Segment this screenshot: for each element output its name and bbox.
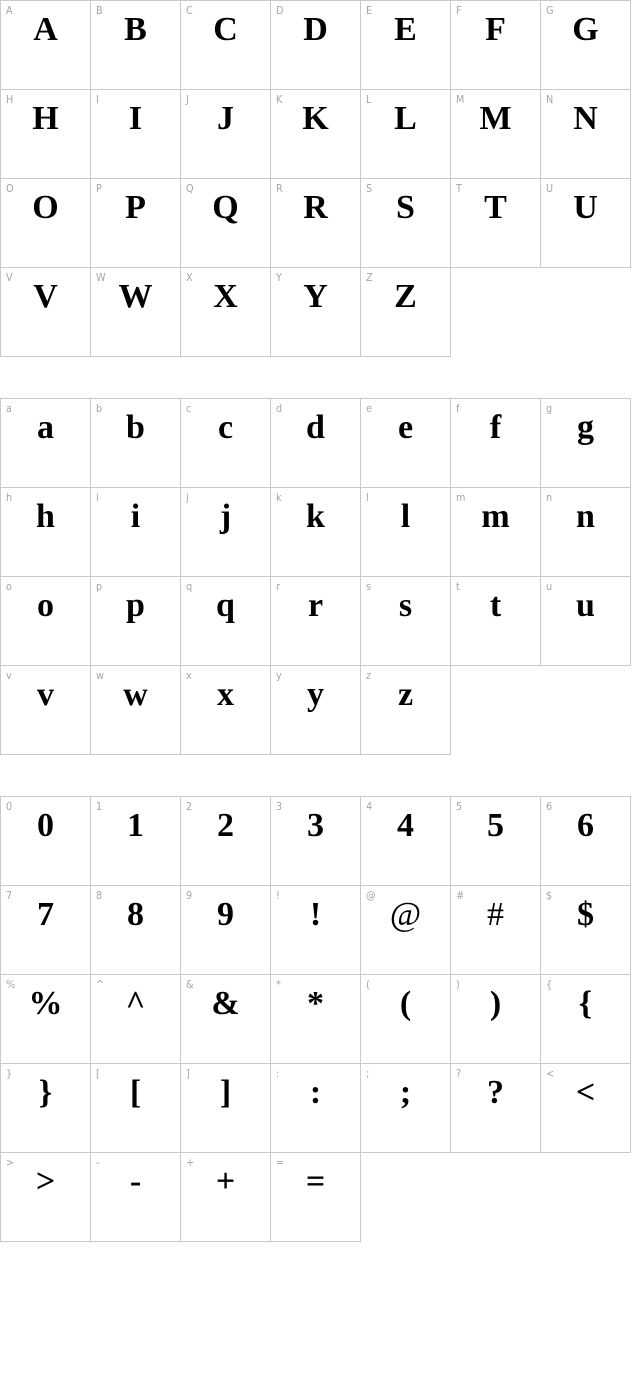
glyph-sample: !: [309, 896, 322, 933]
glyph-sample: #: [487, 896, 504, 933]
glyph-sample: ^: [125, 985, 146, 1022]
glyph-sample: z: [397, 676, 414, 713]
glyph-sample: <: [575, 1074, 596, 1111]
glyph-name-label: 6: [546, 800, 553, 813]
glyph-sample: 7: [37, 896, 54, 933]
glyph-sample: 9: [217, 896, 234, 933]
glyph-cell: [270, 267, 361, 357]
glyph-sample: }: [38, 1074, 53, 1111]
glyph-cell: [180, 885, 271, 975]
glyph-name-label: T: [456, 182, 462, 195]
glyph-cell: [180, 665, 271, 755]
glyph-name-label: 0: [6, 800, 13, 813]
glyph-name-label: g: [546, 402, 553, 415]
glyph-name-label: 1: [96, 800, 103, 813]
glyph-cell: [180, 796, 271, 886]
glyph-sample: ;: [399, 1074, 412, 1111]
glyph-cell: [180, 487, 271, 577]
glyph-cell: [270, 576, 361, 666]
glyph-name-label: Q: [186, 182, 194, 195]
glyph-name-label: #: [456, 889, 465, 902]
glyph-name-label: >: [6, 1156, 15, 1169]
glyph-name-label: H: [6, 93, 14, 106]
glyph-name-label: k: [276, 491, 282, 504]
glyph-sample: r: [307, 587, 324, 624]
glyph-sample: (: [399, 985, 412, 1022]
glyph-row: [0, 398, 640, 488]
glyph-row: [0, 0, 640, 90]
glyph-cell: [90, 178, 181, 268]
glyph-cell: [450, 487, 541, 577]
glyph-sample: b: [126, 409, 145, 446]
glyph-cell: [0, 576, 91, 666]
glyph-cell: [0, 89, 91, 179]
glyph-cell: [360, 885, 451, 975]
glyph-cell: [360, 0, 451, 90]
glyph-cell: [0, 398, 91, 488]
glyph-sample: c: [217, 409, 234, 446]
glyph-row: [0, 89, 640, 179]
glyph-name-label: ^: [96, 978, 105, 991]
glyph-sample: C: [213, 11, 238, 48]
glyph-cell: [0, 1063, 91, 1153]
glyph-sample: {: [578, 985, 593, 1022]
glyph-sample: W: [118, 278, 153, 315]
glyph-name-label: a: [6, 402, 12, 415]
glyph-cell: [450, 1063, 541, 1153]
glyph-cell: [450, 178, 541, 268]
glyph-row: [0, 267, 640, 357]
glyph-name-label: %: [6, 978, 16, 991]
glyph-sample: V: [33, 278, 58, 315]
glyph-cell: [540, 89, 631, 179]
glyph-name-label: J: [186, 93, 189, 106]
glyph-cell: [180, 178, 271, 268]
glyph-row: [0, 974, 640, 1064]
glyph-cell: [90, 1063, 181, 1153]
glyph-sample: k: [306, 498, 325, 535]
glyph-cell: [90, 796, 181, 886]
glyph-sample: N: [573, 100, 598, 137]
glyph-name-label: D: [276, 4, 284, 17]
glyph-cell: [0, 665, 91, 755]
glyph-block-numerals-symbols: [0, 796, 640, 1242]
glyph-name-label: m: [456, 491, 466, 504]
glyph-cell: [360, 665, 451, 755]
glyph-name-label: p: [96, 580, 103, 593]
glyph-cell: [360, 89, 451, 179]
glyph-cell: [180, 1063, 271, 1153]
glyph-sample: J: [217, 100, 234, 137]
glyph-name-label: d: [276, 402, 283, 415]
glyph-name-label: 9: [186, 889, 193, 902]
glyph-sample: ?: [487, 1074, 504, 1111]
glyph-sample: D: [303, 11, 328, 48]
glyph-name-label: $: [546, 889, 553, 902]
glyph-sample: P: [125, 189, 146, 226]
glyph-name-label: ;: [366, 1067, 370, 1080]
glyph-sample: E: [394, 11, 417, 48]
glyph-sample: g: [577, 409, 594, 446]
glyph-cell: [540, 796, 631, 886]
glyph-cell: [540, 576, 631, 666]
glyph-cell: [0, 487, 91, 577]
glyph-name-label: +: [186, 1156, 195, 1169]
glyph-sample: 4: [397, 807, 414, 844]
glyph-cell: [270, 796, 361, 886]
glyph-name-label: x: [186, 669, 192, 682]
glyph-sample: G: [572, 11, 599, 48]
glyph-row: [0, 1152, 640, 1242]
glyph-cell: [270, 885, 361, 975]
glyph-sample: B: [124, 11, 147, 48]
glyph-cell: [90, 885, 181, 975]
glyph-name-label: 8: [96, 889, 103, 902]
glyph-sample: 5: [487, 807, 504, 844]
glyph-cell: [540, 974, 631, 1064]
glyph-name-label: n: [546, 491, 553, 504]
glyph-name-label: P: [96, 182, 102, 195]
glyph-cell: [180, 267, 271, 357]
glyph-name-label: v: [6, 669, 12, 682]
glyph-sample: 6: [577, 807, 594, 844]
glyph-name-label: e: [366, 402, 372, 415]
glyph-cell: [450, 885, 541, 975]
glyph-name-label: :: [276, 1067, 280, 1080]
glyph-sample: H: [32, 100, 59, 137]
glyph-sample: o: [37, 587, 54, 624]
glyph-name-label: j: [186, 491, 189, 504]
glyph-sample: :: [309, 1074, 322, 1111]
glyph-sample: Z: [394, 278, 417, 315]
glyph-name-label: [: [96, 1067, 100, 1080]
glyph-sample: f: [489, 409, 502, 446]
glyph-sample: O: [32, 189, 59, 226]
glyph-sample: 8: [127, 896, 144, 933]
glyph-name-label: W: [96, 271, 106, 284]
glyph-row: [0, 885, 640, 975]
glyph-row: [0, 665, 640, 755]
glyph-cell: [0, 796, 91, 886]
glyph-name-label: Y: [276, 271, 282, 284]
glyph-sample: i: [130, 498, 141, 535]
glyph-cell: [450, 398, 541, 488]
glyph-name-label: ?: [456, 1067, 462, 1080]
glyph-name-label: ]: [186, 1067, 190, 1080]
glyph-cell: [90, 576, 181, 666]
glyph-sample: q: [216, 587, 235, 624]
glyph-cell: [0, 267, 91, 357]
glyph-sample: I: [128, 100, 143, 137]
glyph-sample: X: [213, 278, 238, 315]
glyph-name-label: A: [6, 4, 13, 17]
glyph-name-label: u: [546, 580, 553, 593]
glyph-name-label: R: [276, 182, 283, 195]
glyph-sample: e: [397, 409, 414, 446]
glyph-sample: %: [28, 985, 63, 1022]
glyph-name-label: B: [96, 4, 103, 17]
glyph-cell: [180, 398, 271, 488]
glyph-sample: l: [400, 498, 411, 535]
glyph-sample: p: [126, 587, 145, 624]
glyph-sample: ): [489, 985, 502, 1022]
glyph-sample: 1: [127, 807, 144, 844]
glyph-name-label: &: [186, 978, 194, 991]
glyph-name-label: G: [546, 4, 554, 17]
glyph-row: [0, 1063, 640, 1153]
glyph-block-lowercase: [0, 398, 640, 755]
glyph-cell: [450, 576, 541, 666]
glyph-name-label: 7: [6, 889, 13, 902]
glyph-name-label: o: [6, 580, 12, 593]
glyph-cell: [540, 178, 631, 268]
glyph-name-label: 4: [366, 800, 373, 813]
glyph-cell: [360, 398, 451, 488]
glyph-cell: [540, 885, 631, 975]
glyph-cell: [540, 0, 631, 90]
glyph-name-label: O: [6, 182, 14, 195]
glyph-name-label: U: [546, 182, 554, 195]
glyph-cell: [450, 796, 541, 886]
glyph-cell: [90, 665, 181, 755]
glyph-name-label: {: [546, 978, 553, 991]
glyph-sample: T: [484, 189, 507, 226]
glyph-name-label: t: [456, 580, 460, 593]
glyph-name-label: i: [96, 491, 99, 504]
glyph-sample: x: [217, 676, 234, 713]
glyph-sample: A: [33, 11, 58, 48]
glyph-cell: [180, 0, 271, 90]
glyph-cell: [0, 178, 91, 268]
glyph-cell: [0, 1152, 91, 1242]
glyph-sample: >: [35, 1163, 56, 1200]
glyph-cell: [180, 89, 271, 179]
glyph-sample: v: [37, 676, 54, 713]
glyph-name-label: r: [276, 580, 280, 593]
glyph-name-label: c: [186, 402, 192, 415]
glyph-sample: F: [485, 11, 506, 48]
glyph-name-label: F: [456, 4, 462, 17]
glyph-cell: [540, 1063, 631, 1153]
glyph-name-label: l: [366, 491, 369, 504]
glyph-cell: [0, 974, 91, 1064]
glyph-name-label: (: [366, 978, 370, 991]
glyph-sample: M: [479, 100, 512, 137]
glyph-cell: [270, 1152, 361, 1242]
glyph-cell: [360, 178, 451, 268]
glyph-name-label: V: [6, 271, 13, 284]
glyph-cell: [90, 398, 181, 488]
glyph-cell: [90, 974, 181, 1064]
glyph-sample: $: [577, 896, 594, 933]
glyph-sample: w: [123, 676, 148, 713]
glyph-cell: [90, 487, 181, 577]
glyph-sample: R: [303, 189, 328, 226]
glyph-sample: =: [305, 1163, 326, 1200]
glyph-name-label: C: [186, 4, 193, 17]
glyph-sample: 3: [307, 807, 324, 844]
glyph-name-label: z: [366, 669, 372, 682]
glyph-cell: [270, 178, 361, 268]
glyph-sample: *: [307, 985, 324, 1022]
glyph-cell: [270, 89, 361, 179]
glyph-cell: [270, 1063, 361, 1153]
glyph-cell: [360, 487, 451, 577]
glyph-cell: [0, 885, 91, 975]
glyph-name-label: h: [6, 491, 13, 504]
glyph-cell: [540, 487, 631, 577]
glyph-sample: y: [307, 676, 324, 713]
glyph-name-label: -: [96, 1156, 100, 1169]
glyph-cell: [0, 0, 91, 90]
glyph-name-label: b: [96, 402, 103, 415]
glyph-cell: [90, 89, 181, 179]
glyph-cell: [90, 267, 181, 357]
glyph-name-label: 5: [456, 800, 463, 813]
glyph-name-label: 2: [186, 800, 193, 813]
glyph-sample: ]: [219, 1074, 232, 1111]
glyph-sample: u: [576, 587, 595, 624]
glyph-sample: Y: [303, 278, 328, 315]
glyph-cell: [90, 0, 181, 90]
glyph-name-label: *: [276, 978, 281, 991]
glyph-cell: [360, 974, 451, 1064]
glyph-sample: 0: [37, 807, 54, 844]
glyph-row: [0, 178, 640, 268]
glyph-sample: L: [394, 100, 417, 137]
glyph-row: [0, 576, 640, 666]
glyph-sample: m: [481, 498, 510, 535]
glyph-sample: -: [129, 1163, 142, 1200]
glyph-name-label: L: [366, 93, 372, 106]
glyph-sample: @: [389, 896, 422, 933]
glyph-cell: [360, 576, 451, 666]
glyph-name-label: @: [366, 889, 376, 902]
glyph-name-label: <: [546, 1067, 555, 1080]
glyph-name-label: X: [186, 271, 193, 284]
glyph-sample: h: [36, 498, 55, 535]
glyph-name-label: ): [456, 978, 460, 991]
glyph-name-label: q: [186, 580, 193, 593]
glyph-block-uppercase: [0, 0, 640, 357]
glyph-name-label: !: [276, 889, 280, 902]
glyph-name-label: Z: [366, 271, 373, 284]
glyph-cell: [450, 89, 541, 179]
glyph-cell: [180, 576, 271, 666]
glyph-sample: Q: [212, 189, 239, 226]
glyph-name-label: M: [456, 93, 465, 106]
glyph-name-label: f: [456, 402, 460, 415]
glyph-sample: +: [215, 1163, 236, 1200]
glyph-sample: U: [573, 189, 598, 226]
glyph-name-label: w: [96, 669, 104, 682]
glyph-name-label: K: [276, 93, 283, 106]
glyph-sample: s: [398, 587, 413, 624]
glyph-sample: S: [396, 189, 415, 226]
glyph-cell: [450, 974, 541, 1064]
glyph-cell: [270, 398, 361, 488]
glyph-sample: &: [211, 985, 240, 1022]
glyph-cell: [90, 1152, 181, 1242]
glyph-sample: d: [306, 409, 325, 446]
glyph-sample: a: [37, 409, 54, 446]
glyph-cell: [360, 796, 451, 886]
glyph-sample: K: [302, 100, 329, 137]
glyph-cell: [270, 665, 361, 755]
glyph-cell: [360, 267, 451, 357]
glyph-sample: j: [219, 498, 232, 535]
glyph-cell: [270, 487, 361, 577]
glyph-sample: 2: [217, 807, 234, 844]
glyph-name-label: E: [366, 4, 373, 17]
glyph-name-label: N: [546, 93, 554, 106]
glyph-cell: [360, 1063, 451, 1153]
glyph-name-label: =: [276, 1156, 285, 1169]
glyph-name-label: y: [276, 669, 282, 682]
glyph-sample: [: [129, 1074, 142, 1111]
glyph-sample: n: [576, 498, 595, 535]
glyph-name-label: }: [6, 1067, 13, 1080]
glyph-row: [0, 487, 640, 577]
glyph-cell: [180, 974, 271, 1064]
glyph-sample: t: [489, 587, 502, 624]
glyph-name-label: S: [366, 182, 373, 195]
glyph-cell: [180, 1152, 271, 1242]
glyph-name-label: s: [366, 580, 372, 593]
glyph-name-label: 3: [276, 800, 283, 813]
glyph-cell: [450, 0, 541, 90]
glyph-cell: [270, 0, 361, 90]
glyph-name-label: I: [96, 93, 99, 106]
glyph-cell: [540, 398, 631, 488]
glyph-row: [0, 796, 640, 886]
glyph-cell: [270, 974, 361, 1064]
